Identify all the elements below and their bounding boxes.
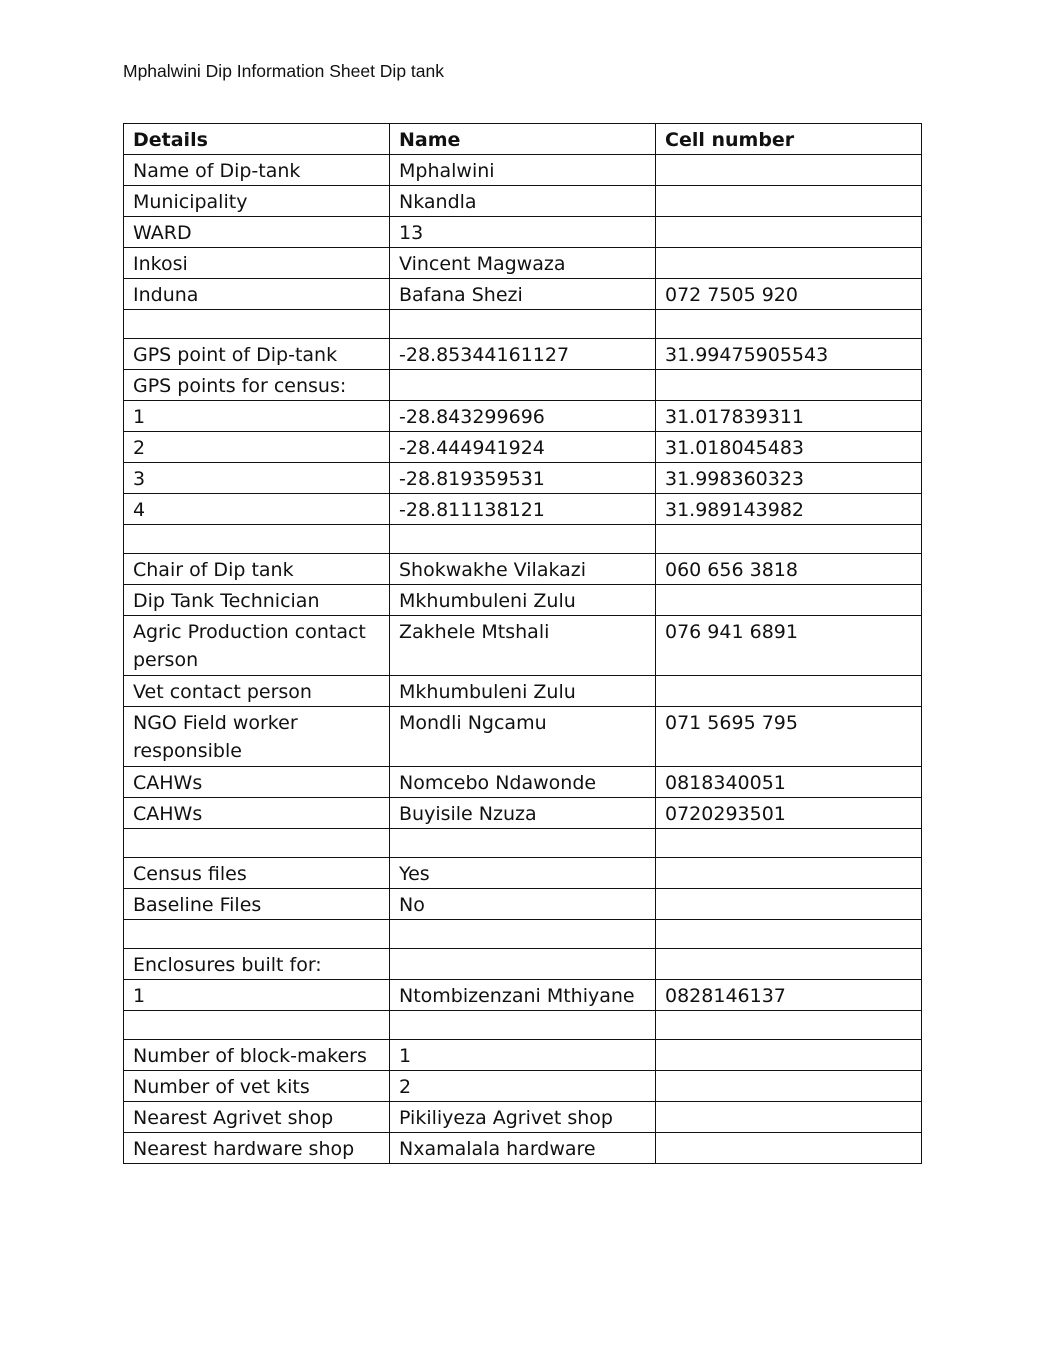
cell-number: [656, 217, 922, 248]
table-row: [124, 248, 922, 279]
cell-details: Nearest hardware shop: [124, 1133, 390, 1164]
cell-details: Number of vet kits: [124, 1071, 390, 1102]
cell-details: NGO Field worker responsible: [124, 707, 390, 767]
table-row: [124, 217, 922, 248]
cell-name: Bafana Shezi: [390, 279, 656, 310]
table-row: [124, 401, 922, 432]
cell-details: Enclosures built for:: [124, 949, 390, 980]
cell-details: Dip Tank Technician: [124, 585, 390, 616]
table-row: [124, 949, 922, 980]
table-row: [124, 463, 922, 494]
table-row: [124, 1040, 922, 1071]
table-row: [124, 829, 922, 858]
cell-number: 0828146137: [656, 980, 922, 1011]
column-header-name: Name: [390, 124, 656, 155]
table-row: [124, 767, 922, 798]
cell-name: [390, 949, 656, 980]
cell-details: Number of block-makers: [124, 1040, 390, 1071]
table-row: [124, 155, 922, 186]
cell-name: Ntombizenzani Mthiyane: [390, 980, 656, 1011]
cell-details: Inkosi: [124, 248, 390, 279]
table-row: [124, 1133, 922, 1164]
cell-name: [390, 370, 656, 401]
cell-details: 1: [124, 980, 390, 1011]
cell-name: Mphalwini: [390, 155, 656, 186]
cell-details: [124, 829, 390, 858]
cell-details: 3: [124, 463, 390, 494]
cell-details: CAHWs: [124, 798, 390, 829]
cell-number: 076 941 6891: [656, 616, 922, 676]
table-row: [124, 920, 922, 949]
cell-number: 071 5695 795: [656, 707, 922, 767]
table-row: [124, 889, 922, 920]
table-row: [124, 858, 922, 889]
table-row: [124, 798, 922, 829]
cell-name: [390, 829, 656, 858]
cell-number: 0818340051: [656, 767, 922, 798]
cell-number: [656, 889, 922, 920]
cell-number: [656, 676, 922, 707]
column-header-details: Details: [124, 124, 390, 155]
table-row: [124, 1011, 922, 1040]
table-row: [124, 339, 922, 370]
cell-details: 4: [124, 494, 390, 525]
cell-number: 31.018045483: [656, 432, 922, 463]
cell-number: [656, 310, 922, 339]
cell-name: Nkandla: [390, 186, 656, 217]
cell-number: [656, 370, 922, 401]
cell-name: No: [390, 889, 656, 920]
cell-name: Mkhumbuleni Zulu: [390, 585, 656, 616]
cell-name: -28.843299696: [390, 401, 656, 432]
table-row: [124, 1071, 922, 1102]
cell-details: Municipality: [124, 186, 390, 217]
cell-details: Census files: [124, 858, 390, 889]
cell-details: Vet contact person: [124, 676, 390, 707]
cell-name: Mondli Ngcamu: [390, 707, 656, 767]
table-row: [124, 525, 922, 554]
table-row: [124, 370, 922, 401]
cell-number: [656, 248, 922, 279]
cell-details: Baseline Files: [124, 889, 390, 920]
cell-name: [390, 525, 656, 554]
cell-name: Zakhele Mtshali: [390, 616, 656, 676]
cell-name: Shokwakhe Vilakazi: [390, 554, 656, 585]
cell-number: [656, 525, 922, 554]
table-row: [124, 554, 922, 585]
cell-details: [124, 310, 390, 339]
table-row: [124, 279, 922, 310]
cell-name: Buyisile Nzuza: [390, 798, 656, 829]
cell-number: 072 7505 920: [656, 279, 922, 310]
cell-name: -28.85344161127: [390, 339, 656, 370]
cell-details: 1: [124, 401, 390, 432]
cell-name: Nomcebo Ndawonde: [390, 767, 656, 798]
cell-number: 31.989143982: [656, 494, 922, 525]
table-row: [124, 585, 922, 616]
cell-number: [656, 1102, 922, 1133]
cell-number: [656, 1040, 922, 1071]
cell-number: [656, 1133, 922, 1164]
cell-details: Name of Dip-tank: [124, 155, 390, 186]
cell-name: [390, 1011, 656, 1040]
cell-details: WARD: [124, 217, 390, 248]
cell-number: [656, 155, 922, 186]
cell-name: [390, 310, 656, 339]
cell-number: [656, 858, 922, 889]
cell-name: 1: [390, 1040, 656, 1071]
cell-name: Nxamalala hardware: [390, 1133, 656, 1164]
cell-number: [656, 1011, 922, 1040]
table-row: [124, 494, 922, 525]
cell-number: [656, 829, 922, 858]
cell-name: -28.819359531: [390, 463, 656, 494]
cell-number: 31.99475905543: [656, 339, 922, 370]
cell-details: [124, 525, 390, 554]
column-header-cell-number: Cell number: [656, 124, 922, 155]
table-row: [124, 707, 922, 767]
cell-details: [124, 920, 390, 949]
cell-name: -28.444941924: [390, 432, 656, 463]
cell-number: 0720293501: [656, 798, 922, 829]
document-title: Mphalwini Dip Information Sheet Dip tank: [123, 61, 444, 81]
cell-number: [656, 1071, 922, 1102]
cell-name: 2: [390, 1071, 656, 1102]
cell-details: Agric Production contact person: [124, 616, 390, 676]
cell-details: CAHWs: [124, 767, 390, 798]
table-row: [124, 980, 922, 1011]
table-body: [124, 155, 922, 1164]
cell-name: Mkhumbuleni Zulu: [390, 676, 656, 707]
dip-info-table: [123, 123, 922, 1164]
cell-name: Yes: [390, 858, 656, 889]
cell-details: Nearest Agrivet shop: [124, 1102, 390, 1133]
table-row: [124, 676, 922, 707]
cell-name: Vincent Magwaza: [390, 248, 656, 279]
cell-details: Chair of Dip tank: [124, 554, 390, 585]
cell-number: [656, 585, 922, 616]
table-header-row: [124, 124, 922, 155]
cell-details: [124, 1011, 390, 1040]
cell-name: -28.811138121: [390, 494, 656, 525]
table-row: [124, 310, 922, 339]
table-row: [124, 432, 922, 463]
cell-name: 13: [390, 217, 656, 248]
cell-number: [656, 186, 922, 217]
cell-name: Pikiliyeza Agrivet shop: [390, 1102, 656, 1133]
cell-details: 2: [124, 432, 390, 463]
cell-number: 060 656 3818: [656, 554, 922, 585]
table-row: [124, 1102, 922, 1133]
cell-number: 31.998360323: [656, 463, 922, 494]
table-row: [124, 616, 922, 676]
cell-number: 31.017839311: [656, 401, 922, 432]
cell-details: Induna: [124, 279, 390, 310]
cell-details: GPS points for census:: [124, 370, 390, 401]
cell-details: GPS point of Dip-tank: [124, 339, 390, 370]
table-row: [124, 186, 922, 217]
cell-number: [656, 949, 922, 980]
cell-name: [390, 920, 656, 949]
cell-number: [656, 920, 922, 949]
